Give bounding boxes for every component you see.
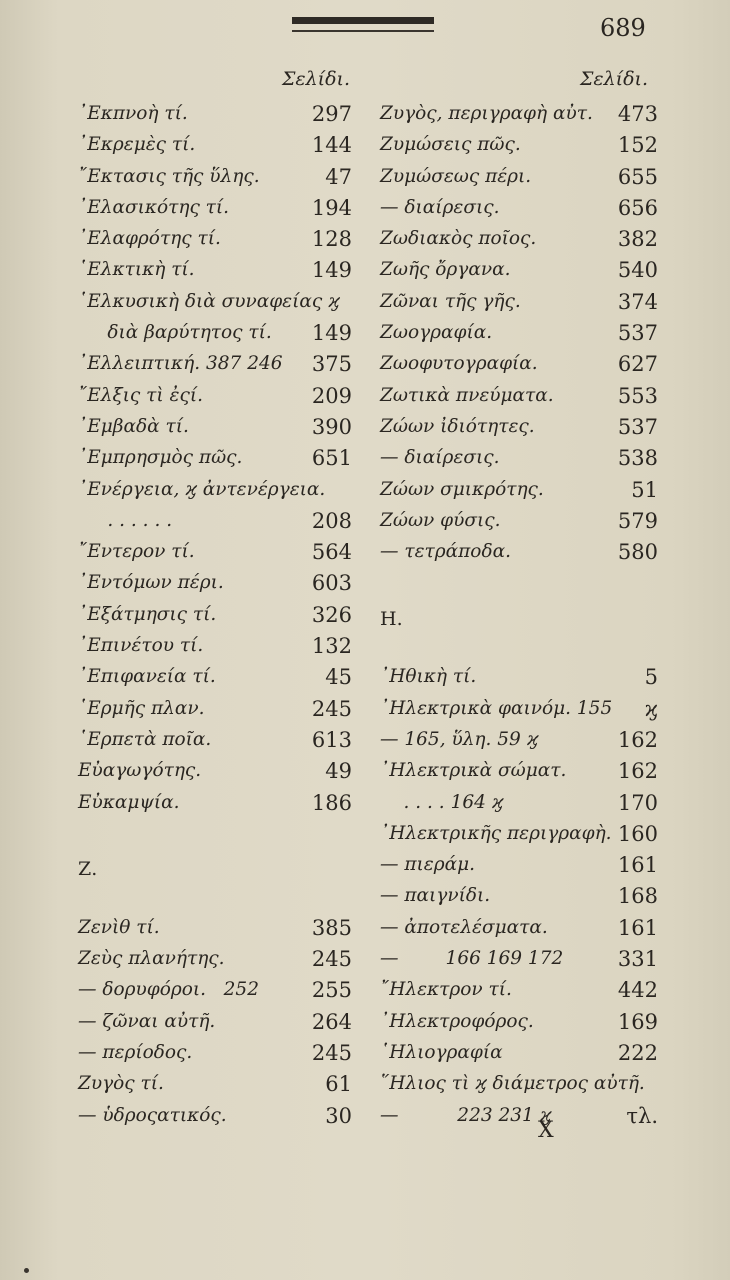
index-entry	[78, 601, 352, 632]
index-entry	[78, 820, 352, 851]
entry-page-number: 297	[311, 102, 352, 126]
index-entry	[78, 538, 352, 569]
entry-page-number: 613	[311, 727, 352, 752]
index-entry	[78, 163, 352, 194]
index-entry	[78, 256, 352, 287]
index-entry	[380, 319, 658, 350]
entry-label: . . . . 164 ϗ	[380, 791, 504, 813]
entry-page-number: 564	[311, 540, 352, 565]
header-rule-thin	[292, 30, 434, 32]
entry-label: ᾿Ελαφρότης τί.	[78, 228, 221, 250]
entry-page-number: 209	[311, 383, 352, 408]
index-entry	[380, 851, 658, 882]
index-entry	[380, 225, 658, 256]
entry-label: Ζωῆς ὄργανα.	[380, 259, 511, 281]
entry-label: — 166 169 172	[380, 948, 564, 970]
entry-page-number: 162	[617, 727, 658, 752]
entry-page-number: 651	[311, 446, 352, 471]
index-entry	[380, 1070, 658, 1101]
entry-label: Ζυμώσεις πῶς.	[380, 134, 521, 156]
entry-label: Ζώων φύσις.	[380, 509, 501, 531]
entry-page-number: 579	[617, 508, 658, 533]
index-entry	[380, 789, 658, 820]
entry-page-number: 382	[617, 227, 658, 252]
entry-label: — ζῶναι αὐτῆ.	[78, 1010, 216, 1032]
index-entry	[380, 538, 658, 569]
entry-page-number: 580	[617, 540, 658, 565]
index-entry	[380, 131, 658, 162]
entry-page-number: 255	[311, 978, 352, 1003]
entry-page-number: 144	[311, 133, 352, 158]
entry-label: Εὐκαμψία.	[78, 791, 180, 813]
entry-label: ᾿Ελλειπτική. 387 246	[78, 353, 283, 375]
entry-label: Ζωτικὰ πνεύματα.	[380, 384, 554, 406]
entry-page-number: 162	[617, 759, 658, 784]
entry-page-number: 132	[311, 634, 352, 659]
entry-label: Ζωογραφία.	[380, 322, 493, 344]
index-entry	[78, 695, 352, 726]
entry-label: — δορυφόροι. 252	[78, 979, 259, 1001]
entry-label: ᾿Επινέτου τί.	[78, 635, 204, 657]
entry-page-number: 245	[311, 696, 352, 721]
index-entry	[380, 663, 658, 694]
right-column-heading: Σελίδι.	[580, 68, 649, 90]
entry-label: διὰ βαρύτητος τί.	[78, 322, 272, 344]
index-entry	[78, 350, 352, 381]
index-entry	[380, 945, 658, 976]
entry-page-number: 49	[325, 759, 352, 784]
entry-page-number: 168	[617, 884, 658, 909]
entry-label: — τετράποδα.	[380, 541, 511, 563]
entry-page-number: 161	[617, 853, 658, 878]
entry-page-number: 331	[617, 947, 658, 972]
entry-label: ῾Ερπετὰ ποῖα.	[78, 728, 212, 750]
entry-page-number: 540	[617, 258, 658, 283]
entry-label: — πιεράμ.	[380, 854, 475, 876]
entry-page-number: 169	[617, 1009, 658, 1034]
entry-page-number: 603	[311, 571, 352, 596]
entry-page-number: 61	[325, 1072, 352, 1097]
index-entry	[78, 632, 352, 663]
entry-label: Η.	[380, 607, 403, 630]
entry-page-number: 186	[311, 790, 352, 815]
entry-page-number: 152	[617, 133, 658, 158]
entry-label: Ζυμώσεως πέρι.	[380, 165, 532, 187]
index-entry	[78, 569, 352, 600]
entry-page-number: 553	[617, 383, 658, 408]
index-entry	[380, 632, 658, 663]
index-entry	[380, 382, 658, 413]
entry-page-number: 390	[311, 414, 352, 439]
entry-label: ῎Εκτασις τῆς ὕλης.	[78, 165, 260, 187]
index-entry	[380, 288, 658, 319]
entry-label: ᾿Ηλεκτρικὰ φαινόμ. 155	[380, 697, 613, 719]
entry-label: ᾿Ενέργεια, ϗ ἀντενέργεια.	[78, 478, 326, 500]
entry-page-number: ϗ	[644, 696, 658, 721]
entry-page-number: 45	[325, 665, 352, 690]
index-entry	[380, 1008, 658, 1039]
entry-page-number: 208	[311, 508, 352, 533]
page-number: 689	[600, 14, 646, 42]
index-entry	[78, 225, 352, 256]
index-entry	[380, 163, 658, 194]
left-column-heading: Σελίδι.	[282, 68, 351, 90]
index-entry	[380, 100, 658, 131]
index-entry	[380, 976, 658, 1007]
index-entry	[380, 194, 658, 225]
entry-page-number: 385	[311, 915, 352, 940]
entry-label: — διαίρεσις.	[380, 447, 500, 469]
entry-label: Ζωδιακὸς ποῖος.	[380, 228, 537, 250]
entry-page-number: 627	[617, 352, 658, 377]
index-entry	[380, 1039, 658, 1070]
entry-label: — περίοδος.	[78, 1041, 193, 1063]
entry-page-number: 655	[617, 164, 658, 189]
index-entry	[78, 507, 352, 538]
entry-label: ᾿Ελασικότης τί.	[78, 196, 230, 218]
entry-label: Ζυγὸς τί.	[78, 1073, 164, 1095]
entry-page-number: 245	[311, 1040, 352, 1065]
entry-label: ῞Ηλιος τὶ ϗ διάμετρος αὐτῆ.	[380, 1073, 645, 1095]
page-blemish	[24, 1268, 29, 1273]
entry-page-number: 149	[311, 321, 352, 346]
entry-page-number: 194	[311, 195, 352, 220]
index-entry	[380, 695, 658, 726]
index-entry	[380, 476, 658, 507]
index-entry	[78, 1008, 352, 1039]
entry-label: — διαίρεσις.	[380, 196, 500, 218]
index-entry	[380, 1102, 658, 1133]
index-entry	[78, 100, 352, 131]
index-entry	[78, 1070, 352, 1101]
entry-label: — ἀποτελέσματα.	[380, 916, 548, 938]
entry-label: Ζώων σμικρότης.	[380, 478, 544, 500]
entry-page-number: 161	[617, 915, 658, 940]
index-entry	[78, 663, 352, 694]
index-entry	[380, 820, 658, 851]
entry-label: ᾿Ηθικὴ τί.	[380, 666, 477, 688]
entry-label: ᾿Εμβαδὰ τί.	[78, 415, 189, 437]
entry-page-number: 170	[617, 790, 658, 815]
entry-label: Ζωοφυτογραφία.	[380, 353, 538, 375]
entry-page-number: 160	[617, 821, 658, 846]
entry-page-number: 656	[617, 195, 658, 220]
entry-page-number: 51	[631, 477, 658, 502]
entry-label: Ζώων ἰδιότητες.	[380, 415, 535, 437]
entry-label: ῎Ηλεκτρον τί.	[380, 979, 512, 1001]
entry-page-number: 326	[311, 602, 352, 627]
entry-page-number: τλ.	[626, 1103, 658, 1128]
section-letter	[78, 851, 352, 882]
entry-page-number: 264	[311, 1009, 352, 1034]
entry-label: ῾Ερμῆς πλαν.	[78, 697, 205, 719]
entry-label: ῾Ηλιογραφία	[380, 1041, 503, 1063]
entry-page-number: 537	[617, 321, 658, 346]
entry-label: Ζυγὸς, περιγραφὴ αὐτ.	[380, 103, 593, 124]
entry-label: ᾿Ηλεκτροφόρος.	[380, 1010, 534, 1032]
index-entry	[78, 194, 352, 225]
index-entry	[78, 1039, 352, 1070]
index-entry	[380, 413, 658, 444]
entry-label: ᾿Εκπνοὴ τί.	[78, 103, 188, 124]
catchword: Χ	[538, 1118, 554, 1143]
index-entry	[78, 757, 352, 788]
section-letter	[380, 601, 658, 632]
entry-label: ᾿Ηλεκτρικῆς περιγραφὴ.	[380, 822, 612, 844]
entry-page-number: 375	[311, 352, 352, 377]
entry-page-number: 538	[617, 446, 658, 471]
entry-page-number: 47	[325, 164, 352, 189]
index-entry	[380, 350, 658, 381]
right-column	[380, 100, 658, 1133]
entry-page-number: 5	[644, 665, 658, 690]
index-entry	[380, 757, 658, 788]
index-entry	[78, 382, 352, 413]
index-entry	[78, 914, 352, 945]
index-entry	[380, 444, 658, 475]
index-entry	[78, 726, 352, 757]
entry-page-number: 149	[311, 258, 352, 283]
entry-label: . . . . . .	[78, 509, 173, 531]
entry-label: ᾿Εξάτμησις τί.	[78, 603, 217, 625]
index-entry	[380, 914, 658, 945]
entry-label: — παιγνίδι.	[380, 885, 491, 907]
index-entry	[78, 288, 352, 319]
index-entry	[380, 507, 658, 538]
index-entry	[78, 444, 352, 475]
entry-label: ᾿Εντόμων πέρι.	[78, 572, 224, 594]
index-entry	[380, 726, 658, 757]
index-entry	[78, 882, 352, 913]
index-entry	[380, 569, 658, 600]
index-entry	[78, 976, 352, 1007]
header-rule	[292, 17, 434, 24]
left-column	[78, 100, 352, 1133]
entry-page-number: 473	[617, 102, 658, 126]
entry-label: ῾Ελκτικὴ τί.	[78, 259, 195, 281]
entry-label: ᾿Ηλεκτρικὰ σώματ.	[380, 760, 567, 782]
entry-label: ᾿Εκρεμὲς τί.	[78, 134, 196, 156]
entry-page-number: 245	[311, 947, 352, 972]
index-entry	[78, 319, 352, 350]
entry-page-number: 222	[617, 1040, 658, 1065]
entry-label: Ζῶναι τῆς γῆς.	[380, 290, 521, 312]
entry-label: ῾Ελκυσικὴ διὰ συναφείας ϗ	[78, 290, 340, 312]
index-entry	[78, 476, 352, 507]
index-entry	[78, 1102, 352, 1133]
entry-label: Ζ.	[78, 858, 98, 881]
index-entry	[380, 882, 658, 913]
entry-label: Ζενὶθ τί.	[78, 916, 160, 938]
index-entry	[78, 413, 352, 444]
entry-label: ῎Ελξις τὶ ἐςί.	[78, 384, 203, 406]
entry-page-number: 374	[617, 289, 658, 314]
entry-page-number: 128	[311, 227, 352, 252]
entry-label: — 165, ὕλη. 59 ϗ	[380, 728, 539, 750]
index-entry	[380, 256, 658, 287]
index-entry	[78, 945, 352, 976]
index-entry	[78, 131, 352, 162]
index-entry	[78, 789, 352, 820]
entry-label: — 223 231 ϗ	[380, 1104, 552, 1126]
entry-page-number: 30	[325, 1103, 352, 1128]
entry-page-number: 442	[617, 978, 658, 1003]
entry-label: ῎Εντερον τί.	[78, 541, 195, 563]
entry-page-number: 537	[617, 414, 658, 439]
entry-label: — ὑδροςατικός.	[78, 1104, 227, 1126]
entry-label: Ζεὺς πλανήτης.	[78, 948, 225, 970]
entry-label: ᾿Εμπρησμὸς πῶς.	[78, 447, 243, 469]
entry-label: Εὐαγωγότης.	[78, 760, 202, 782]
entry-label: ᾿Επιφανεία τί.	[78, 666, 216, 688]
